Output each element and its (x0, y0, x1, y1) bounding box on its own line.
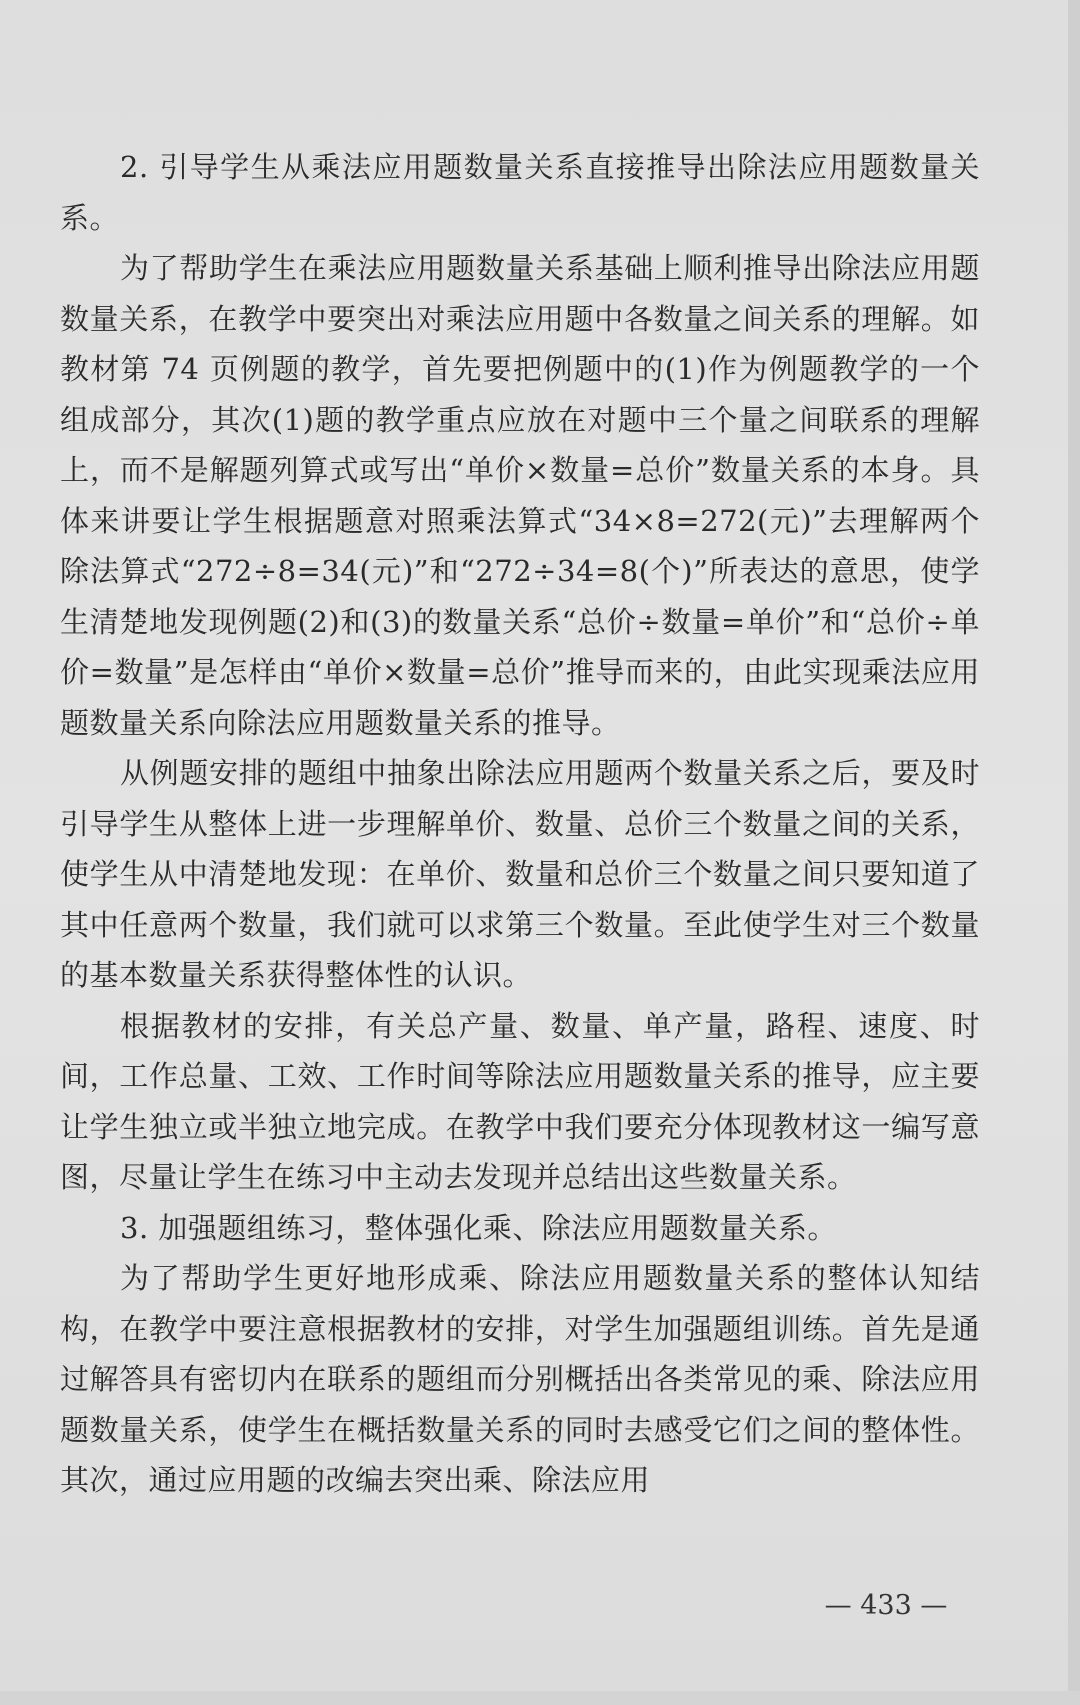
paragraph: 为了帮助学生在乘法应用题数量关系基础上顺利推导出除法应用题数量关系，在教学中要突出对乘法应用题中各数量之间关系的理解。如教材第 74 页例题的教学，首先要把例题中的(1)作为例题教学的一个组成部分，其次(1)题的教学重点应放在对题中三个量之间联系的理解上，而不是解题列算式或写出“单价×数量=总价”数量关系的本身。具体来讲要让学生根据题意对照乘法算式“34×8=272(元)”去理解两个除法算式“272÷8=34(元)”和“272÷34=8(个)”所表达的意思，使学生清楚地发现例题(2)和(3)的数量关系“总价÷数量=单价”和“总价÷单价=数量”是怎样由“单价×数量=总价”推导而来的，由此实现乘法应用题数量关系向除法应用题数量关系的推导。 (60, 251, 980, 740)
paragraph: 根据教材的安排，有关总产量、数量、单产量，路程、速度、时间，工作总量、工效、工作时间等除法应用题数量关系的推导，应主要让学生独立或半独立地完成。在教学中我们要充分体现教材这一编写意图，尽量让学生在练习中主动去发现并总结出这些数量关系。 (60, 1008, 980, 1194)
paragraph: 从例题安排的题组中抽象出除法应用题两个数量关系之后，要及时引导学生从整体上进一步理解单价、数量、总价三个数量之间的关系，使学生从中清楚地发现：在单价、数量和总价三个数量之间只要知道了其中任意两个数量，我们就可以求第三个数量。至此使学生对三个数量的基本数量关系获得整体性的认识。 (60, 756, 980, 992)
section-heading-2: 2. 引导学生从乘法应用题数量关系直接推导出除法应用题数量关系。 (60, 150, 980, 235)
section-heading-3: 3. 加强题组练习，整体强化乘、除法应用题数量关系。 (120, 1210, 837, 1245)
body-text (60, 142, 980, 1506)
page-number: — 433 — (824, 1590, 948, 1621)
paragraph: 为了帮助学生更好地形成乘、除法应用题数量关系的整体认知结构，在教学中要注意根据教材的安排，对学生加强题组训练。首先是通过解答具有密切内在联系的题组而分别概括出各类常见的乘、除法应用题数量关系，使学生在概括数量关系的同时去感受它们之间的整体性。其次，通过应用题的改编去突出乘、除法应用 (60, 1261, 980, 1497)
page-edge-shadow (1068, 0, 1080, 1705)
page-bottom-edge (0, 1691, 1080, 1705)
